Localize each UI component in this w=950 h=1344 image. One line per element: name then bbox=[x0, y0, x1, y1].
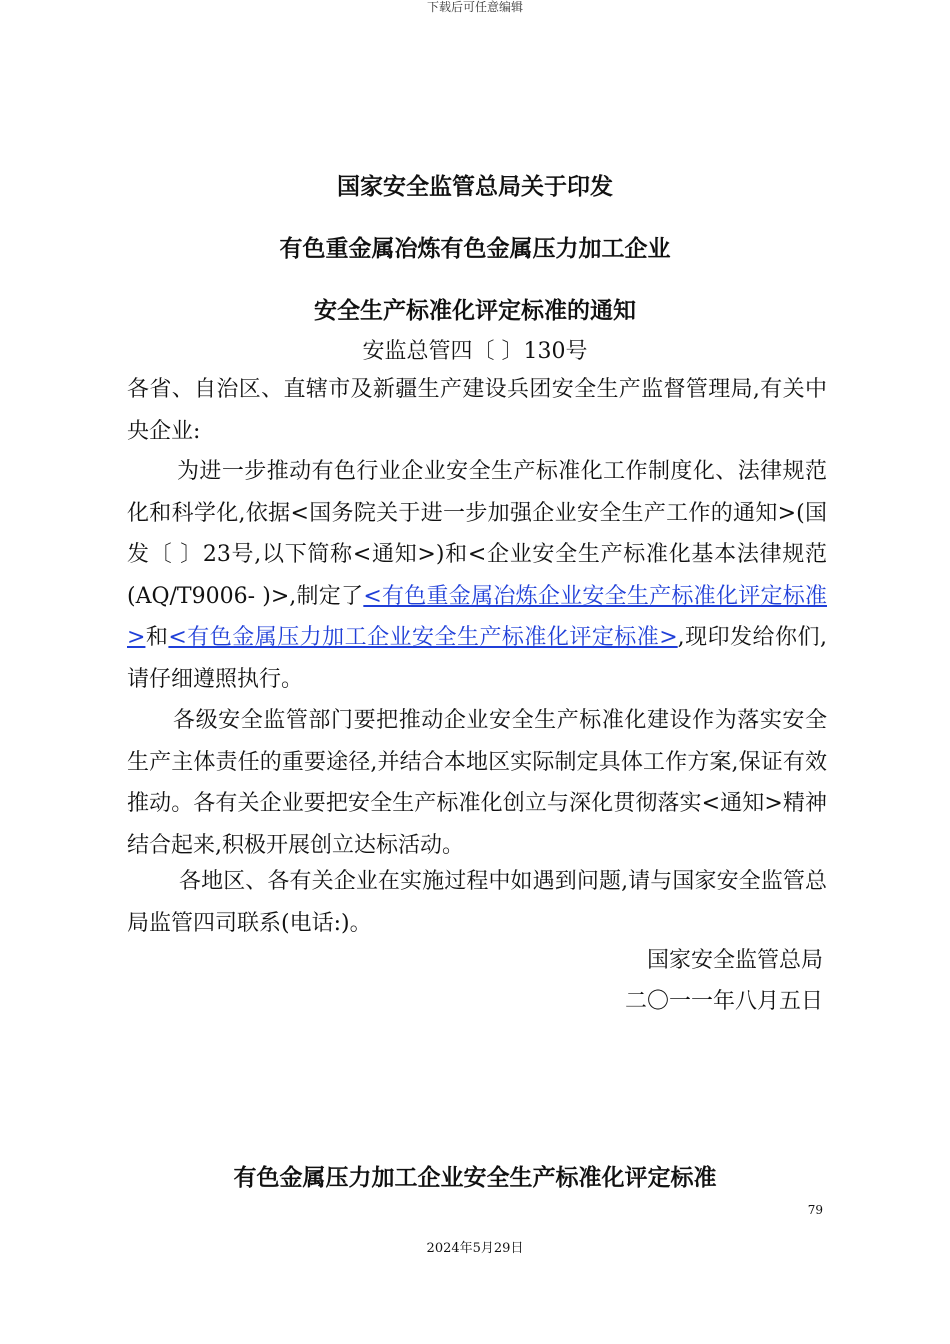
next-section-title: 有色金属压力加工企业安全生产标准化评定标准 bbox=[233, 1165, 717, 1191]
signature-date: 二〇一一年八月五日 bbox=[624, 989, 823, 1014]
addressee bbox=[127, 369, 827, 452]
paragraph-3-text: 各地区、各有关企业在实施过程中如遇到问题,请与国家安全监管总局监管四司联系(电话:)。 bbox=[127, 869, 827, 936]
link-pressure-processing-standard[interactable]: <有色金属压力加工企业安全生产标准化评定标准> bbox=[168, 625, 678, 650]
page-number: 79 bbox=[807, 1203, 823, 1217]
paragraph-1-part-3: ,现印发给你们,请仔细遵照执行。 bbox=[127, 625, 827, 692]
paragraph-1-part-1: 为进一步推动有色行业企业安全生产标准化工作制度化、法律规范化和科学化,依据<国务院关于进一步加强企业安全生产工作的通知>(国发〔 〕23号,以下简称<通知>)和<企业安全生产标准化基本法律规范(AQ/T9006- )>,制定了 bbox=[127, 459, 827, 609]
addressee-text: 各省、自治区、直辖市及新疆生产建设兵团安全生产监督管理局,有关中央企业: bbox=[127, 377, 827, 444]
paragraph-2 bbox=[127, 700, 827, 866]
title-line-3: 安全生产标准化评定标准的通知 bbox=[314, 298, 636, 324]
paragraph-2-text: 各级安全监管部门要把推动企业安全生产标准化建设作为落实安全生产主体责任的重要途径,并结合本地区实际制定具体工作方案,保证有效推动。各有关企业要把安全生产标准化创立与深化贯彻落实<通知>精神结合起来,积极开展创立达标活动。 bbox=[127, 708, 827, 858]
paragraph-1-text bbox=[127, 451, 827, 700]
footer-date: 2024年5月29日 bbox=[426, 1241, 524, 1256]
title-line-1: 国家安全监管总局关于印发 bbox=[337, 174, 613, 200]
paragraph-1-part-2: 和 bbox=[145, 625, 169, 650]
paragraph-1 bbox=[127, 451, 827, 700]
signature-organization: 国家安全监管总局 bbox=[646, 948, 823, 973]
paragraph-3 bbox=[127, 861, 827, 944]
title-line-2: 有色重金属冶炼有色金属压力加工企业 bbox=[279, 236, 671, 262]
link-smelting-standard[interactable]: <有色重金属冶炼企业安全生产标准化评定标准> bbox=[127, 583, 827, 650]
document-number: 安监总管四〔 〕130号 bbox=[362, 339, 588, 364]
header-note: 下载后可任意编辑 bbox=[426, 0, 523, 14]
